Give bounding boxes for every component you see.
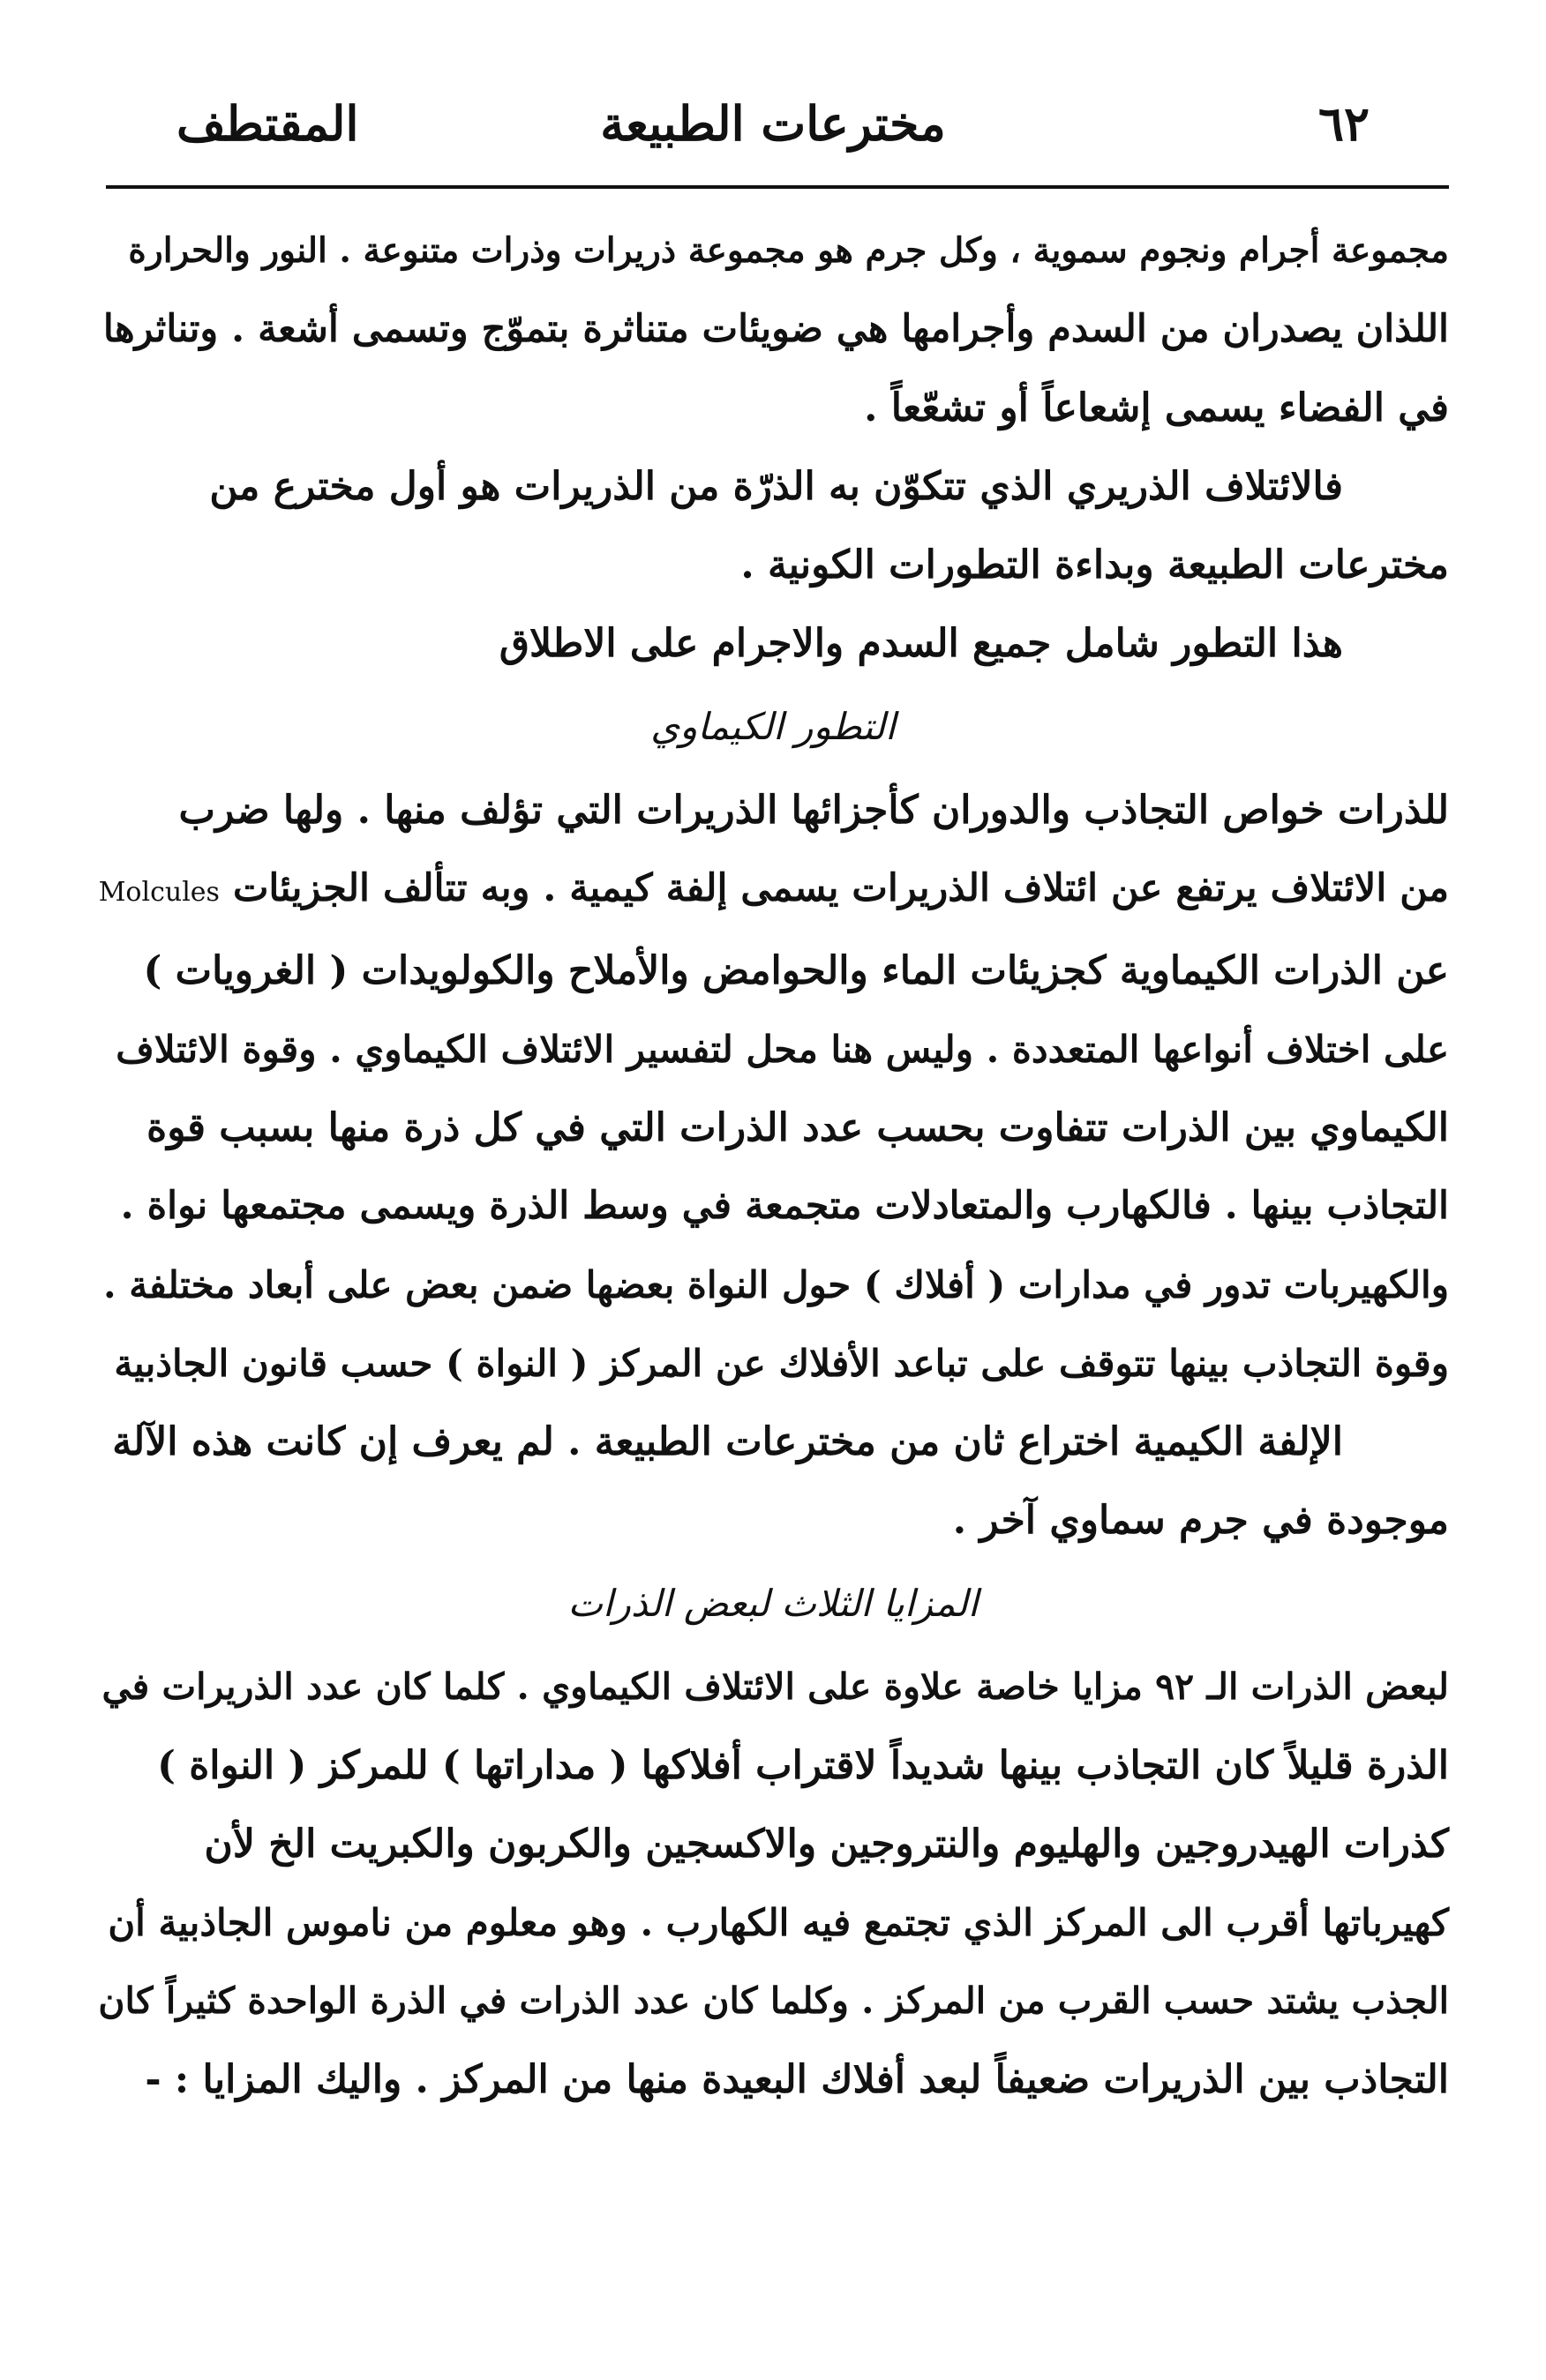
- text-line: للذرات خواص التجاذب والدوران كأجزائها الذريرات التي تؤلف منها . ولها ضرب: [178, 788, 1449, 833]
- text-line: في الفضاء يسمى إشعاعاً أو تشعّعاً .: [864, 385, 1449, 430]
- text-line: اللذان يصدران من السدم وأجرامها هي ضويئات متناثرة بتموّج وتسمى أشعة . وتناثرها: [102, 307, 1449, 351]
- text-line: هذا التطور شامل جميع السدم والاجرام على الاطلاق: [499, 621, 1343, 666]
- text-line: على اختلاف أنواعها المتعددة . وليس هنا محل لتفسير الائتلاف الكيماوي . وقوة الائتلاف: [116, 1028, 1449, 1071]
- header-rule: [106, 185, 1449, 189]
- subheading: التطور الكيماوي: [650, 705, 896, 748]
- text-line: الإلفة الكيمية اختراع ثان من مخترعات الطبيعة . لم يعرف إن كانت هذه الآلة: [112, 1419, 1343, 1464]
- text-line: التجاذب بينها . فالكهارب والمتعادلات متجمعة في وسط الذرة ويسمى مجتمعها نواة .: [120, 1184, 1449, 1228]
- text-line: موجودة في جرم سماوي آخر .: [952, 1498, 1449, 1543]
- text-line: كهيرباتها أقرب الى المركز الذي تجتمع فيه الكهارب . وهو معلوم من ناموس الجاذبية أن: [108, 1901, 1449, 1944]
- latin-term: Molcules: [98, 877, 220, 908]
- text-line: فالائتلاف الذريري الذي تتكوّن به الذرّة من الذريرات هو أول مخترع من: [209, 464, 1343, 509]
- text-line: كذرات الهيدروجين والهليوم والنتروجين والاكسجين والكربون والكبريت الخ لأن: [204, 1822, 1449, 1867]
- page-number: ٦٢: [1317, 95, 1370, 152]
- subheading: المزايا الثلاث لبعض الذرات: [567, 1582, 979, 1625]
- text-line: الذرة قليلاً كان التجاذب بينها شديداً لاقتراب أفلاكها ( مداراتها ) للمركز ( النواة ): [157, 1743, 1449, 1788]
- text-line: مجموعة أجرام ونجوم سموية ، وكل جرم هو مجموعة ذريرات وذرات متنوعة . النور والحرارة: [128, 230, 1449, 271]
- text-line: لبعض الذرات الـ ٩٢ مزايا خاصة علاوة على الائتلاف الكيماوي . كلما كان عدد الذريرات في: [101, 1665, 1449, 1708]
- text-line-with-latin: [97, 849, 1449, 932]
- text-segment: من الائتلاف يرتفع عن ائتلاف الذريرات يسمى إلفة كيمية . وبه تتألف الجزيئات: [232, 866, 1449, 910]
- running-head: [106, 84, 1440, 163]
- section-title: مخترعات الطبيعة: [600, 95, 946, 152]
- text-line: التجاذب بين الذريرات ضعيفاً لبعد أفلاك البعيدة منها من المركز . واليك المزايا : -: [145, 2057, 1449, 2102]
- text-line: وقوة التجاذب بينها تتوقف على تباعد الأفلاك عن المركز ( النواة ) حسب قانون الجاذبية: [114, 1342, 1449, 1385]
- article-body: [97, 212, 1449, 2119]
- text-line: مخترعات الطبيعة وبداءة التطورات الكونية .: [740, 543, 1449, 588]
- text-line: والكهيربات تدور في مدارات ( أفلاك ) حول النواة بعضها ضمن بعض على أبعاد مختلفة .: [103, 1263, 1449, 1306]
- journal-name: المقتطف: [176, 95, 359, 152]
- text-line: عن الذرات الكيماوية كجزيئات الماء والحوامض والأملاح والكولويدات ( الغرويات ): [143, 948, 1449, 993]
- text-line: الجذب يشتد حسب القرب من المركز . وكلما كان عدد الذرات في الذرة الواحدة كثيراً كان: [98, 1980, 1449, 2022]
- text-line: الكيماوي بين الذرات تتفاوت بحسب عدد الذرات التي في كل ذرة منها بسبب قوة: [146, 1105, 1449, 1150]
